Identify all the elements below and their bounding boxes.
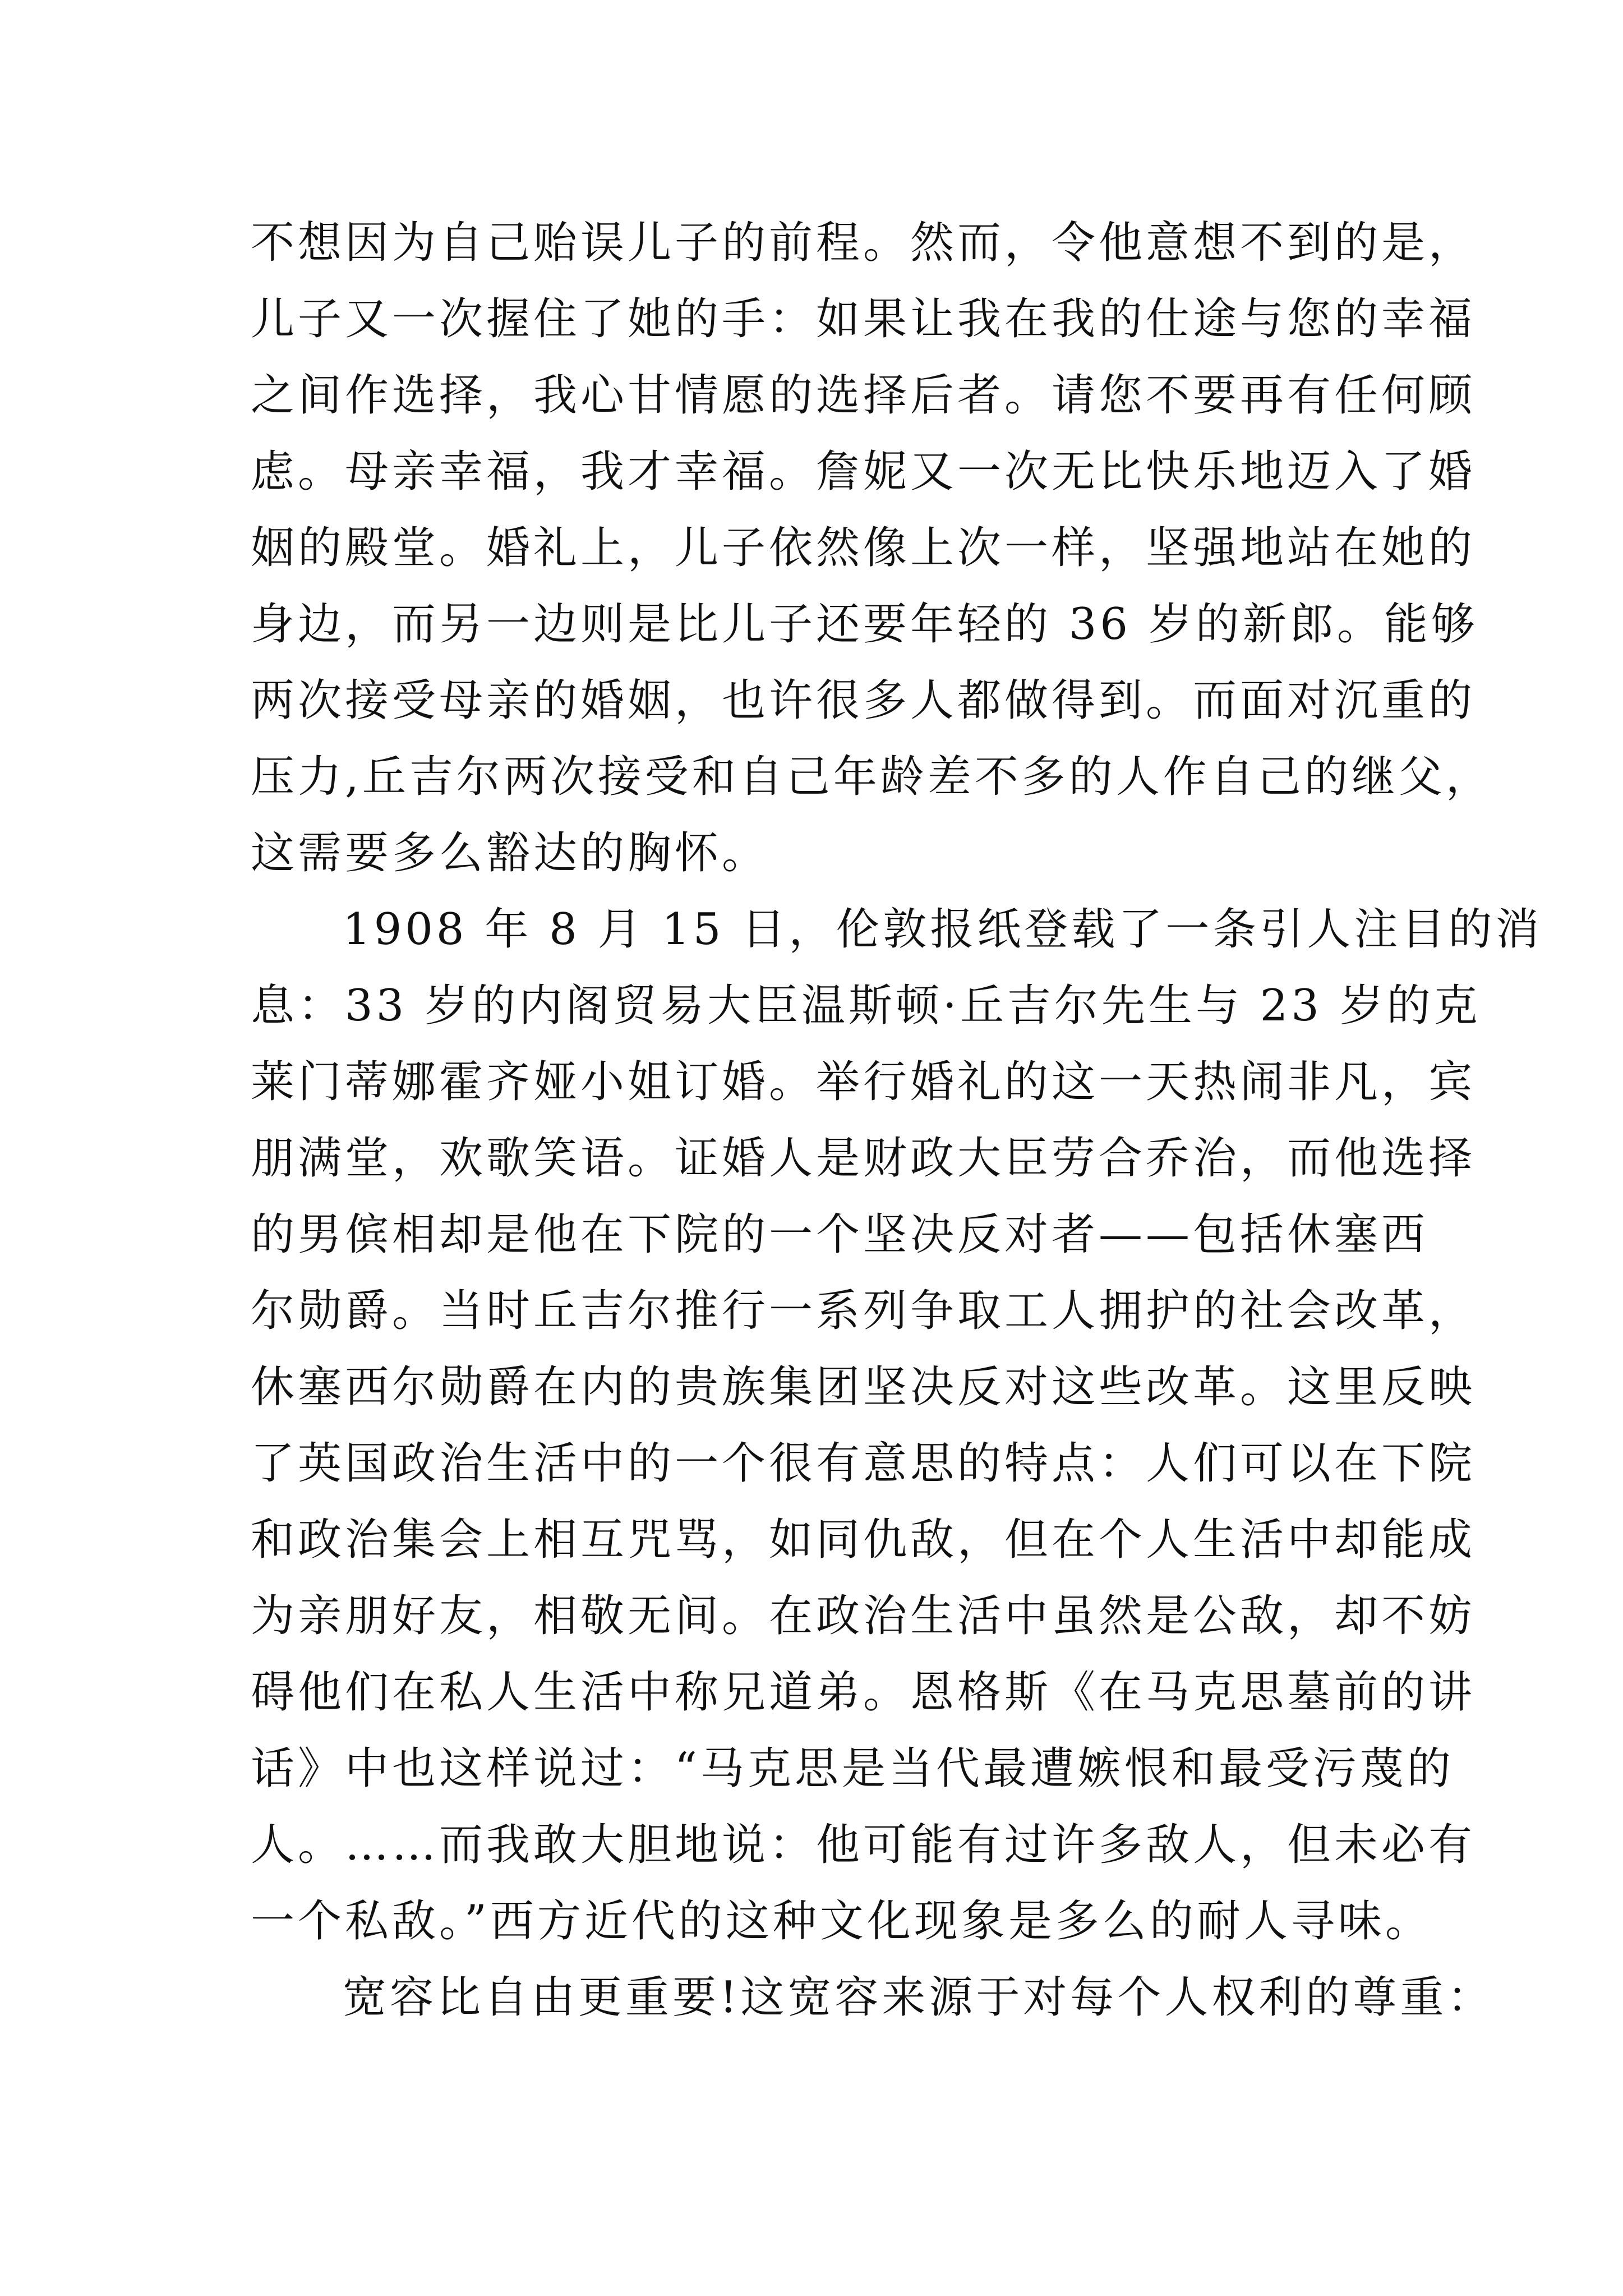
text-line: 宽容比自由更重要!这宽容来源于对每个人权利的尊重： — [343, 1972, 1495, 2023]
text-line: 虑。母亲幸福，我才幸福。詹妮又一次无比快乐地迈入了婚 — [251, 447, 1476, 497]
text-line: 两次接受母亲的婚姻，也许很多人都做得到。而面对沉重的 — [251, 675, 1476, 726]
text-line: 儿子又一次握住了她的手：如果让我在我的仕途与您的幸福 — [251, 294, 1476, 344]
text-line: 了英国政治生活中的一个很有意思的特点：人们可以在下院 — [251, 1438, 1476, 1489]
text-line: 话》中也这样说过：“马克思是当代最遭嫉恨和最受污蔑的 — [251, 1743, 1454, 1794]
text-line: 姻的殿堂。婚礼上，儿子依然像上次一样，坚强地站在她的 — [251, 523, 1476, 573]
text-line: 莱门蒂娜霍齐娅小姐订婚。举行婚礼的这一天热闹非凡，宾 — [251, 1057, 1476, 1107]
text-line: 休塞西尔勋爵在内的贵族集团坚决反对这些改革。这里反映 — [251, 1362, 1476, 1412]
text-line: 的男傧相却是他在下院的一个坚决反对者——包括休塞西 — [251, 1209, 1429, 1260]
text-line: 1908 年 8 月 15 日，伦敦报纸登载了一条引人注目的消 — [343, 904, 1543, 955]
text-line: 和政治集会上相互咒骂，如同仇敌，但在个人生活中却能成 — [251, 1515, 1476, 1565]
paragraph-2 — [251, 891, 1543, 1959]
text-line: 尔勋爵。当时丘吉尔推行一系列争取工人拥护的社会改革， — [251, 1286, 1476, 1336]
text-line: 之间作选择，我心甘情愿的选择后者。请您不要再有任何顾 — [251, 370, 1476, 421]
text-line: 人。……而我敢大胆地说：他可能有过许多敌人，但未必有 — [251, 1820, 1476, 1870]
paragraph-3 — [251, 1959, 1495, 2036]
text-line: 不想因为自己贻误儿子的前程。然而，令他意想不到的是， — [251, 218, 1476, 268]
text-line: 息：33 岁的内阁贸易大臣温斯顿·丘吉尔先生与 23 岁的克 — [251, 981, 1481, 1031]
text-line: 这需要多么豁达的胸怀。 — [251, 828, 769, 878]
body-text — [251, 205, 1543, 2036]
text-line: 身边，而另一边则是比儿子还要年轻的 36 岁的新郎。能够 — [251, 599, 1478, 650]
text-line: 一个私敌。”西方近代的这种文化现象是多么的耐人寻味。 — [251, 1896, 1432, 1947]
paragraph-1 — [251, 205, 1493, 891]
text-line: 碍他们在私人生活中称兄道弟。恩格斯《在马克思墓前的讲 — [251, 1667, 1476, 1718]
text-line: 为亲朋好友，相敬无间。在政治生活中虽然是公敌，却不妨 — [251, 1591, 1476, 1641]
text-line: 朋满堂，欢歌笑语。证婚人是财政大臣劳合乔治，而他选择 — [251, 1133, 1476, 1184]
text-line: 压力,丘吉尔两次接受和自己年龄差不多的人作自己的继父， — [251, 752, 1493, 802]
